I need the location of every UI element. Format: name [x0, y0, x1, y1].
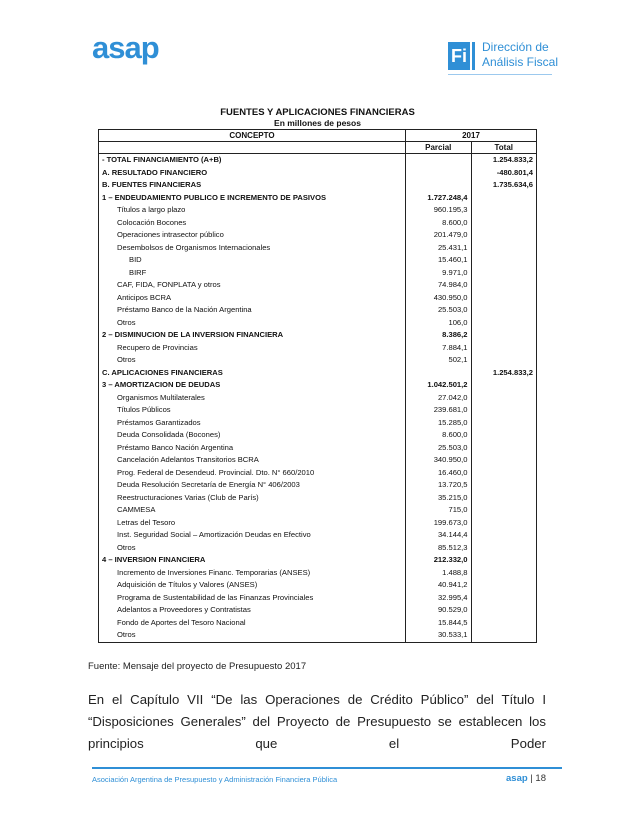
row-parcial: 7.884,1: [406, 342, 472, 355]
row-parcial: 8.386,2: [406, 329, 472, 342]
row-label: Inst. Seguridad Social – Amortización Deudas en Efectivo: [99, 529, 406, 542]
table-row: [99, 267, 537, 280]
row-label: Otros: [99, 629, 406, 642]
table-row: [99, 454, 537, 467]
page-number: [506, 773, 546, 784]
table-row: [99, 604, 537, 617]
row-parcial: 16.460,0: [406, 467, 472, 480]
row-parcial: 74.984,0: [406, 279, 472, 292]
row-label: BIRF: [99, 267, 406, 280]
row-label: Otros: [99, 317, 406, 330]
total-header: Total: [471, 142, 537, 154]
body-paragraph: En el Capítulo VII “De las Operaciones de Crédito Público” del Título I “Disposiciones Generales” del Proyecto de Presupuesto se establecen los principios que el Poder: [88, 692, 546, 751]
row-label: Anticipos BCRA: [99, 292, 406, 305]
row-label: - TOTAL FINANCIAMIENTO (A+B): [99, 154, 406, 167]
table-row: [99, 529, 537, 542]
table-row: [99, 329, 537, 342]
row-label: C. APLICACIONES FINANCIERAS: [99, 367, 406, 380]
row-parcial: 8.600,0: [406, 217, 472, 230]
row-total: [471, 567, 537, 580]
row-parcial: 430.950,0: [406, 292, 472, 305]
row-parcial: [406, 167, 472, 180]
table-row: [99, 192, 537, 205]
row-parcial: 30.533,1: [406, 629, 472, 642]
row-label: Recupero de Provincias: [99, 342, 406, 355]
row-total: [471, 579, 537, 592]
department-line-1: Dirección de: [482, 40, 549, 54]
row-total: [471, 204, 537, 217]
row-total: [471, 242, 537, 255]
table-row: [99, 279, 537, 292]
row-parcial: 34.144,4: [406, 529, 472, 542]
row-parcial: [406, 367, 472, 380]
row-total: [471, 617, 537, 630]
row-total: [471, 267, 537, 280]
table-row: [99, 342, 537, 355]
row-parcial: 1.727.248,4: [406, 192, 472, 205]
row-parcial: 106,0: [406, 317, 472, 330]
row-total: [471, 192, 537, 205]
row-parcial: 15.460,1: [406, 254, 472, 267]
row-parcial: 502,1: [406, 354, 472, 367]
row-label: Títulos Públicos: [99, 404, 406, 417]
row-label: 4 – INVERSION FINANCIERA: [99, 554, 406, 567]
source-note: Fuente: Mensaje del proyecto de Presupuesto 2017: [88, 661, 307, 672]
table-row: [99, 592, 537, 605]
table-row: [99, 429, 537, 442]
row-label: Letras del Tesoro: [99, 517, 406, 530]
table-row: [99, 554, 537, 567]
page-number-text: | 18: [530, 773, 546, 784]
row-total: [471, 279, 537, 292]
row-total: -480.801,4: [471, 167, 537, 180]
table-row: [99, 154, 537, 167]
row-label: Reestructuraciones Varias (Club de París): [99, 492, 406, 505]
table-row: [99, 467, 537, 480]
footer-organization: Asociación Argentina de Presupuesto y Administración Financiera Pública: [92, 775, 338, 784]
row-total: [471, 329, 537, 342]
row-parcial: 960.195,3: [406, 204, 472, 217]
department-label: [482, 40, 558, 70]
row-label: Incremento de Inversiones Financ. Temporarias (ANSES): [99, 567, 406, 580]
table-row: [99, 167, 537, 180]
row-total: [471, 354, 537, 367]
row-label: Préstamo Banco de la Nación Argentina: [99, 304, 406, 317]
fi-logo-icon: Fi: [448, 42, 470, 70]
row-total: [471, 442, 537, 455]
row-parcial: 212.332,0: [406, 554, 472, 567]
row-parcial: 13.720,5: [406, 479, 472, 492]
row-label: Cancelación Adelantos Transitorios BCRA: [99, 454, 406, 467]
table-row: [99, 317, 537, 330]
row-parcial: 40.941,2: [406, 579, 472, 592]
row-total: [471, 254, 537, 267]
row-label: Otros: [99, 542, 406, 555]
table-row: [99, 417, 537, 430]
row-total: [471, 317, 537, 330]
row-total: 1.254.833,2: [471, 154, 537, 167]
asap-logo: asap: [92, 30, 159, 65]
row-label: A. RESULTADO FINANCIERO: [99, 167, 406, 180]
row-parcial: 1.042.501,2: [406, 379, 472, 392]
row-label: Adelantos a Proveedores y Contratistas: [99, 604, 406, 617]
row-parcial: 1.488,8: [406, 567, 472, 580]
table-row: [99, 492, 537, 505]
table-row: [99, 229, 537, 242]
row-label: CAF, FIDA, FONPLATA y otros: [99, 279, 406, 292]
table-row: [99, 567, 537, 580]
table-row: [99, 442, 537, 455]
row-label: 3 – AMORTIZACION DE DEUDAS: [99, 379, 406, 392]
row-parcial: [406, 179, 472, 192]
table-header-row-2: [99, 142, 537, 154]
row-parcial: 15.844,5: [406, 617, 472, 630]
table-grid: [98, 129, 537, 643]
row-parcial: 32.995,4: [406, 592, 472, 605]
row-total: [471, 292, 537, 305]
financing-table: [98, 107, 537, 643]
row-label: 1 – ENDEUDAMIENTO PUBLICO E INCREMENTO DE PASIVOS: [99, 192, 406, 205]
footer-rule: [92, 767, 562, 769]
row-parcial: 35.215,0: [406, 492, 472, 505]
row-parcial: 27.042,0: [406, 392, 472, 405]
row-total: [471, 417, 537, 430]
row-total: [471, 342, 537, 355]
row-parcial: [406, 154, 472, 167]
table-row: [99, 354, 537, 367]
table-row: [99, 292, 537, 305]
row-total: 1.735.634,6: [471, 179, 537, 192]
row-label: Préstamo Banco Nación Argentina: [99, 442, 406, 455]
row-label: Adquisición de Títulos y Valores (ANSES): [99, 579, 406, 592]
table-row: [99, 217, 537, 230]
parcial-header: Parcial: [406, 142, 472, 154]
row-total: [471, 629, 537, 642]
row-parcial: 85.512,3: [406, 542, 472, 555]
table-row: [99, 542, 537, 555]
row-parcial: 8.600,0: [406, 429, 472, 442]
table-row: [99, 479, 537, 492]
row-total: [471, 517, 537, 530]
row-total: [471, 392, 537, 405]
row-parcial: 25.503,0: [406, 442, 472, 455]
row-label: Deuda Resolución Secretaría de Energía N° 406/2003: [99, 479, 406, 492]
row-total: [471, 504, 537, 517]
row-parcial: 340.950,0: [406, 454, 472, 467]
footer-logo: asap: [506, 773, 528, 784]
row-label: Programa de Sustentabilidad de las Finanzas Provinciales: [99, 592, 406, 605]
row-total: [471, 304, 537, 317]
logo-divider: [472, 42, 475, 70]
row-label: Prog. Federal de Desendeud. Provincial. Dto. N° 660/2010: [99, 467, 406, 480]
row-parcial: 25.503,0: [406, 304, 472, 317]
table-body: [99, 154, 537, 643]
table-row: [99, 204, 537, 217]
row-parcial: 201.479,0: [406, 229, 472, 242]
row-total: [471, 604, 537, 617]
row-total: [471, 479, 537, 492]
row-total: [471, 542, 537, 555]
row-label: Deuda Consolidada (Bocones): [99, 429, 406, 442]
row-parcial: 715,0: [406, 504, 472, 517]
row-label: Préstamos Garantizados: [99, 417, 406, 430]
table-title: FUENTES Y APLICACIONES FINANCIERAS: [220, 107, 415, 118]
department-line-2: Análisis Fiscal: [482, 55, 559, 69]
row-label: Organismos Multilaterales: [99, 392, 406, 405]
row-parcial: 25.431,1: [406, 242, 472, 255]
row-total: [471, 554, 537, 567]
row-total: [471, 492, 537, 505]
row-label: BID: [99, 254, 406, 267]
table-row: [99, 242, 537, 255]
row-total: [471, 454, 537, 467]
table-row: [99, 504, 537, 517]
row-parcial: 9.971,0: [406, 267, 472, 280]
row-total: [471, 404, 537, 417]
row-label: 2 – DISMINUCION DE LA INVERSION FINANCIERA: [99, 329, 406, 342]
table-subtitle: En millones de pesos: [274, 118, 361, 128]
table-row: [99, 379, 537, 392]
row-total: 1.254.833,2: [471, 367, 537, 380]
row-total: [471, 467, 537, 480]
row-total: [471, 592, 537, 605]
table-row: [99, 367, 537, 380]
row-label: Fondo de Aportes del Tesoro Nacional: [99, 617, 406, 630]
row-parcial: 90.529,0: [406, 604, 472, 617]
table-row: [99, 517, 537, 530]
table-row: [99, 304, 537, 317]
row-parcial: 199.673,0: [406, 517, 472, 530]
table-row: [99, 629, 537, 642]
row-parcial: 239.681,0: [406, 404, 472, 417]
table-row: [99, 617, 537, 630]
row-total: [471, 429, 537, 442]
row-total: [471, 217, 537, 230]
row-label: Operaciones intrasector público: [99, 229, 406, 242]
table-row: [99, 254, 537, 267]
row-label: Desembolsos de Organismos Internacionales: [99, 242, 406, 255]
row-label: Otros: [99, 354, 406, 367]
table-header-row-1: [99, 130, 537, 142]
row-label: Títulos a largo plazo: [99, 204, 406, 217]
row-total: [471, 529, 537, 542]
row-label: CAMMESA: [99, 504, 406, 517]
table-row: [99, 392, 537, 405]
table-row: [99, 179, 537, 192]
header-rule: [448, 74, 552, 75]
row-total: [471, 379, 537, 392]
row-parcial: 15.285,0: [406, 417, 472, 430]
row-label: B. FUENTES FINANCIERAS: [99, 179, 406, 192]
table-row: [99, 404, 537, 417]
concept-header-blank: [99, 142, 406, 154]
year-header: 2017: [406, 130, 537, 142]
table-row: [99, 579, 537, 592]
row-label: Colocación Bocones: [99, 217, 406, 230]
concept-header: CONCEPTO: [99, 130, 406, 142]
row-total: [471, 229, 537, 242]
